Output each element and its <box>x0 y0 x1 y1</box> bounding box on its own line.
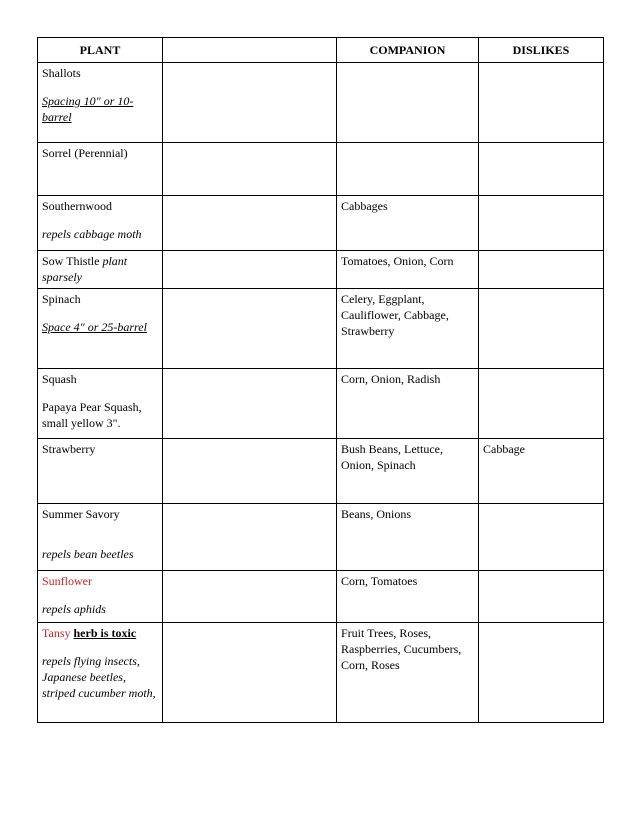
dislikes-cell <box>479 63 604 143</box>
companion-cell: Bush Beans, Lettuce, Onion, Spinach <box>337 439 479 504</box>
plant-name: Shallots <box>42 66 81 80</box>
plant-cell <box>38 143 163 196</box>
table-row <box>38 63 604 143</box>
plant-cell <box>38 623 163 723</box>
dislikes-cell: Cabbage <box>479 439 604 504</box>
plant-name: Spinach <box>42 292 81 306</box>
plant-cell <box>38 196 163 251</box>
plant-note: Spacing 10" or 10-barrel <box>42 94 134 124</box>
plant-note: repels aphids <box>42 602 106 616</box>
plant-cell <box>38 571 163 623</box>
companion-cell: Corn, Tomatoes <box>337 571 479 623</box>
dislikes-cell <box>479 571 604 623</box>
blank-cell <box>163 571 337 623</box>
plant-cell <box>38 369 163 439</box>
plant-note: Space 4" or 25-barrel <box>42 320 147 334</box>
table-row <box>38 289 604 369</box>
companion-cell: Celery, Eggplant, Cauliflower, Cabbage, Strawberry <box>337 289 479 369</box>
dislikes-cell <box>479 623 604 723</box>
plant-cell <box>38 63 163 143</box>
dislikes-cell <box>479 504 604 571</box>
table-row <box>38 571 604 623</box>
plant-cell <box>38 289 163 369</box>
table-row <box>38 143 604 196</box>
plant-name-suffix: plant sparsely <box>42 254 128 284</box>
dislikes-cell <box>479 369 604 439</box>
companion-cell: Fruit Trees, Roses, Raspberries, Cucumbers, Corn, Roses <box>337 623 479 723</box>
blank-cell <box>163 251 337 289</box>
blank-cell <box>163 369 337 439</box>
table-header-row <box>38 38 604 63</box>
plant-name: Southernwood <box>42 199 112 213</box>
plant-note: repels bean beetles <box>42 547 134 561</box>
plant-note: Papaya Pear Squash, small yellow 3". <box>42 400 142 430</box>
plant-name: Sow Thistle <box>42 254 100 268</box>
companion-cell: Tomatoes, Onion, Corn <box>337 251 479 289</box>
table-row <box>38 251 604 289</box>
blank-cell <box>163 143 337 196</box>
header-dislikes: DISLIKES <box>479 38 604 63</box>
companion-planting-table <box>37 37 604 723</box>
plant-name: Strawberry <box>42 442 96 456</box>
table-row <box>38 439 604 504</box>
plant-name: Squash <box>42 372 77 386</box>
dislikes-cell <box>479 289 604 369</box>
blank-cell <box>163 439 337 504</box>
companion-cell <box>337 63 479 143</box>
header-plant: PLANT <box>38 38 163 63</box>
dislikes-cell <box>479 196 604 251</box>
companion-cell: Corn, Onion, Radish <box>337 369 479 439</box>
table-row <box>38 196 604 251</box>
table-row <box>38 369 604 439</box>
header-blank <box>163 38 337 63</box>
blank-cell <box>163 289 337 369</box>
plant-cell <box>38 251 163 289</box>
companion-cell: Cabbages <box>337 196 479 251</box>
plant-note: repels cabbage moth <box>42 227 142 241</box>
companion-cell <box>337 143 479 196</box>
dislikes-cell <box>479 143 604 196</box>
table-row <box>38 623 604 723</box>
plant-cell <box>38 439 163 504</box>
plant-note: repels flying insects, Japanese beetles, striped cucumber moth, <box>42 654 156 700</box>
plant-name: Summer Savory <box>42 507 120 521</box>
blank-cell <box>163 504 337 571</box>
table-row <box>38 504 604 571</box>
header-companion: COMPANION <box>337 38 479 63</box>
plant-name-suffix: herb is toxic <box>73 626 137 640</box>
plant-cell <box>38 504 163 571</box>
blank-cell <box>163 63 337 143</box>
plant-name: Sorrel (Perennial) <box>42 146 128 160</box>
companion-cell: Beans, Onions <box>337 504 479 571</box>
blank-cell <box>163 196 337 251</box>
plant-name: Sunflower <box>42 574 92 588</box>
blank-cell <box>163 623 337 723</box>
plant-name: Tansy <box>42 626 71 640</box>
dislikes-cell <box>479 251 604 289</box>
